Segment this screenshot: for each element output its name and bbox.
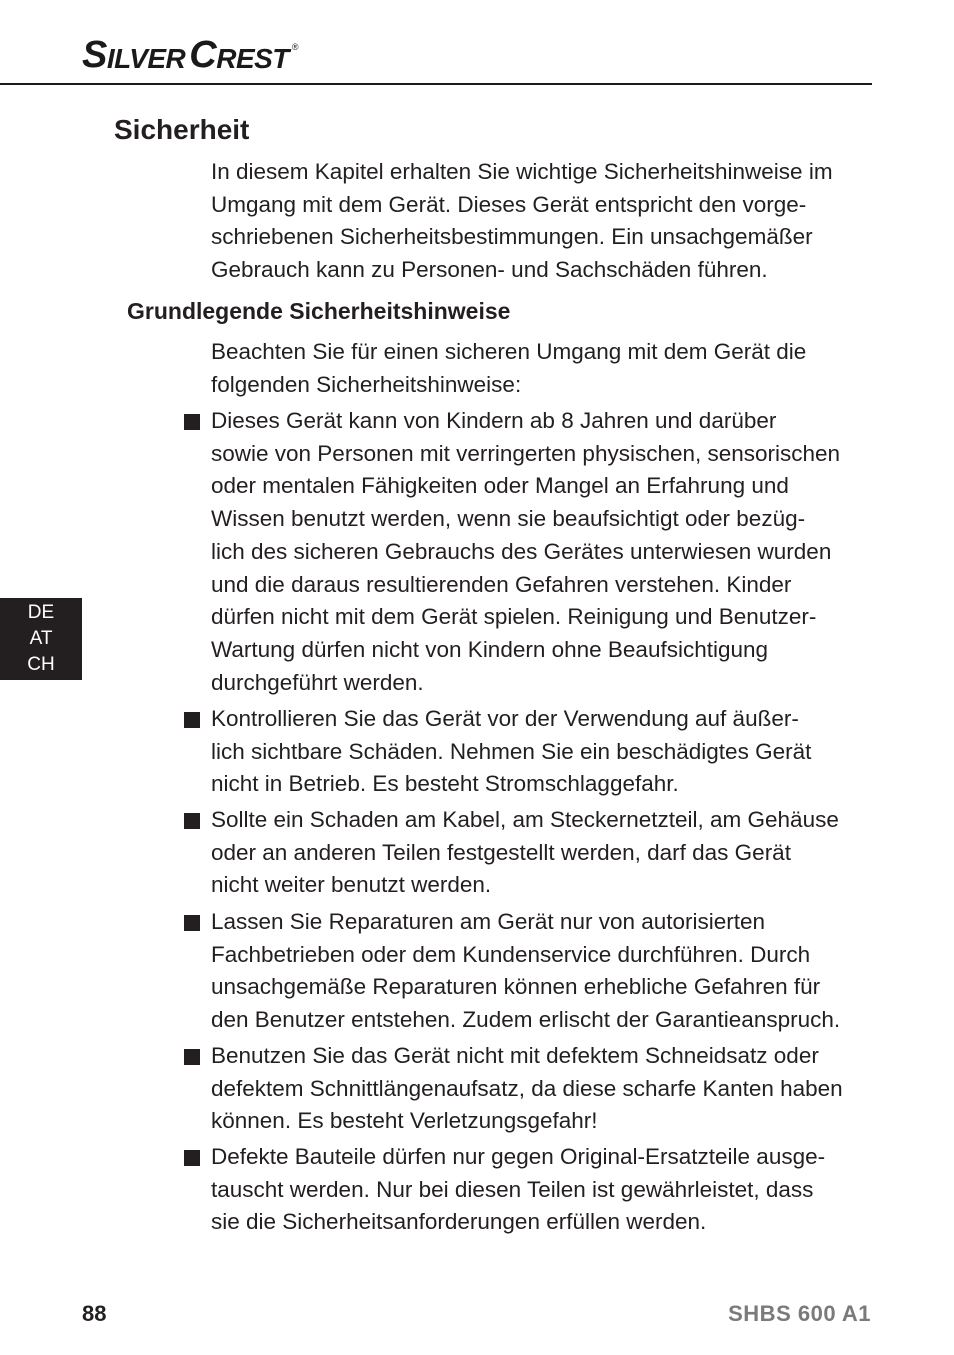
subsection-title: Grundlegende Sicherheitshinweise <box>127 298 511 324</box>
section-title: Sicherheit <box>114 114 250 145</box>
logo-letter: S <box>82 34 107 76</box>
logo-letters: REST <box>216 43 289 74</box>
logo-letter: C <box>189 34 217 76</box>
header-divider <box>0 83 872 85</box>
list-item-text: Kontrollieren Sie das Gerät vor der Verwendung auf äußer- lich sichtbare Schäden. Nehmen Sie ein beschädigtes Gerät nicht in Betrieb. Es besteht Stromschlaggefahr. <box>211 706 812 797</box>
square-bullet-icon <box>184 915 200 931</box>
language-tab <box>0 598 82 680</box>
subsection-intro: Beachten Sie für einen sicheren Umgang mit dem Gerät die folgenden Sicherheitshinweise: <box>211 339 807 397</box>
square-bullet-icon <box>184 414 200 430</box>
section-intro: In diesem Kapitel erhalten Sie wichtige Sicherheitshinweise im Umgang mit dem Gerät. Dieses Gerät entspricht den vorge- schriebenen Sicherheitsbestimmungen. Ein unsachgemäßer Gebrauch kann zu Personen- und Sachschäden führen. <box>211 159 833 283</box>
list-item-text: Dieses Gerät kann von Kindern ab 8 Jahren und darüber sowie von Personen mit verringerten physischen, sensorischen oder mentalen Fähigkeiten oder Mangel an Erfahrung und Wissen benutzt werden, wenn sie beaufsichtigt oder bezüg- lich des sicheren Gebrauchs des Gerätes unterwiesen wurden und die daraus resultierenden Gefahren verstehen. Kinder dürfen nicht mit dem Gerät spielen. Reinigung und Benutzer- Wartung dürfen nicht von Kindern ohne Beaufsichtigung durchgeführt werden. <box>211 408 841 695</box>
square-bullet-icon <box>184 813 200 829</box>
silvercrest-logo <box>82 34 298 74</box>
page-number: 88 <box>82 1301 107 1326</box>
model-number: SHBS 600 A1 <box>728 1301 871 1326</box>
list-item-text: Defekte Bauteile dürfen nur gegen Original-Ersatzteile ausge- tauscht werden. Nur bei diesen Teilen ist gewährleistet, dass sie die Sicherheitsanforderungen erfüllen werden. <box>211 1144 826 1235</box>
list-item-text: Benutzen Sie das Gerät nicht mit defektem Schneidsatz oder defektem Schnittlängenaufsatz, da diese scharfe Kanten haben können. Es besteht Verletzungsgefahr! <box>211 1043 843 1134</box>
registered-mark: ® <box>291 42 299 52</box>
language-code: AT <box>29 628 53 649</box>
language-code: DE <box>27 602 55 623</box>
square-bullet-icon <box>184 712 200 728</box>
square-bullet-icon <box>184 1049 200 1065</box>
list-item-text: Sollte ein Schaden am Kabel, am Steckernetzteil, am Gehäuse oder an anderen Teilen festgestellt werden, darf das Gerät nicht weiter benutzt werden. <box>211 807 839 898</box>
logo-letters: ILVER <box>106 43 186 74</box>
square-bullet-icon <box>184 1150 200 1166</box>
list-item-text: Lassen Sie Reparaturen am Gerät nur von autorisierten Fachbetrieben oder dem Kundenservice durchführen. Durch unsachgemäße Reparaturen können erhebliche Gefahren für den Benutzer entstehen. Zudem erlischt der Garantieanspruch. <box>211 909 841 1033</box>
language-code: CH <box>27 654 55 675</box>
